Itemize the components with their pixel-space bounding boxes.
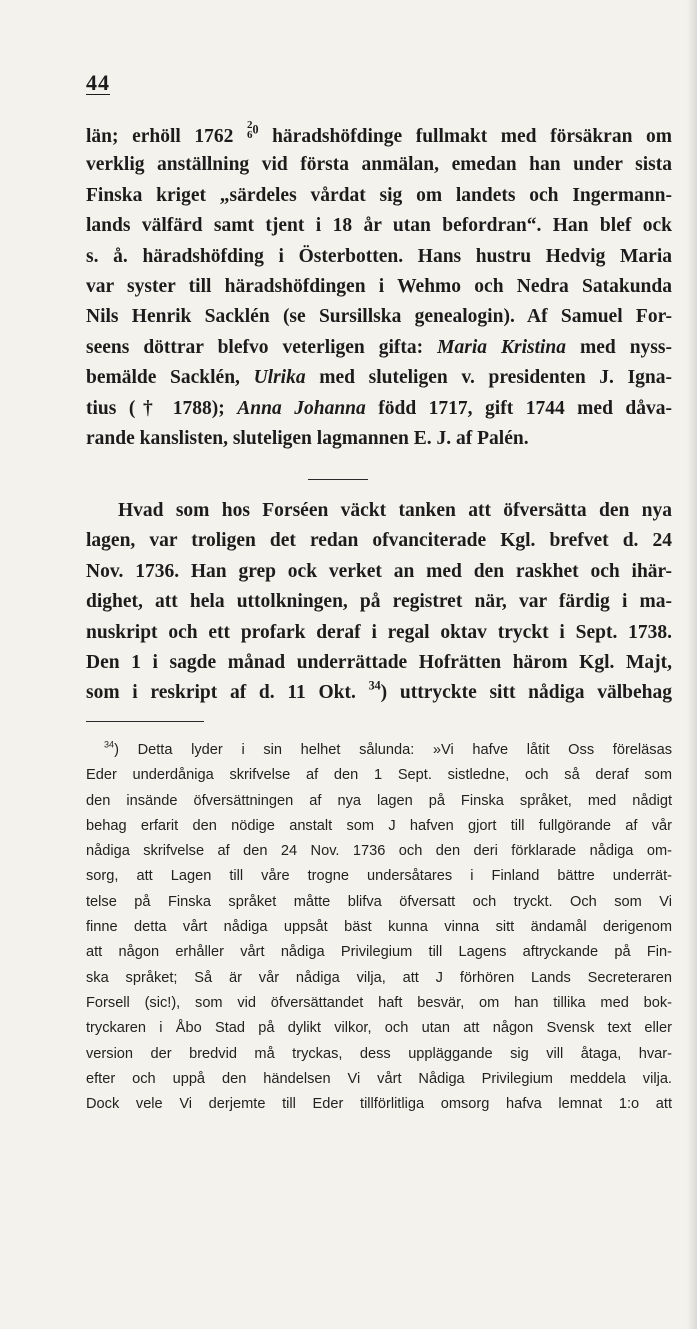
paragraph-2-line-6: Den 1 i sagde månad underrättade Hofrätten härom Kgl. Majt, bbox=[86, 651, 672, 673]
text-segment: med sluteligen v. presidenten J. Igna- bbox=[305, 367, 672, 389]
footnote-divider bbox=[86, 721, 204, 722]
footnote-line-9: att någon erhåller vårt nådiga Privilegium till Lagens aftryckande på Fin- bbox=[86, 944, 672, 961]
footnote-line-14: efter och uppå den händelsen Vi vårt Nådiga Privilegium meddela vilja. bbox=[86, 1070, 672, 1087]
paragraph-2-line-7 bbox=[86, 678, 672, 708]
paragraph-1-line-6: var syster till häradshöfdingen i Wehmo och Nedra Satakunda bbox=[86, 275, 672, 297]
footnote-line-6: sorg, att Lagen till våre trogne undersåtares i Finland bättre underrät- bbox=[86, 868, 672, 885]
footnote-reference: 34 bbox=[368, 678, 381, 693]
text-segment: som i reskript af d. 11 Okt. bbox=[86, 682, 369, 704]
paragraph-1-line-4: lands välfärd samt tjent i 18 år utan befordran“. Han blef ock bbox=[86, 215, 672, 237]
footnote-line-8: finne detta vårt nådiga uppsåt bäst kunna vinna sitt ändamål derigenom bbox=[86, 919, 672, 936]
footnote-marker: 34 bbox=[104, 739, 115, 750]
text-segment: län; erhöll 1762 bbox=[86, 126, 247, 147]
paragraph-2-line-5: nuskript och ett profark deraf i regal oktav tryckt i Sept. 1738. bbox=[86, 621, 672, 643]
footnote-line-10: ska språket; Så är vår nådiga vilja, att J förhören Lands Secreteraren bbox=[86, 969, 672, 986]
italic-name: Ulrika bbox=[253, 367, 306, 389]
paragraph-2-line-4: dighet, att hela uttolkningen, på registret när, var färdig i ma- bbox=[86, 591, 672, 613]
paragraph-1-line-9 bbox=[86, 363, 672, 393]
section-divider bbox=[308, 479, 368, 480]
footnote-line-7: telse på Finska språket måtte blifva öfversatt och tryckt. Och som Vi bbox=[86, 893, 672, 910]
paragraph-1-line-3: Finska kriget „särdeles vårdat sig om landets och Ingermann- bbox=[86, 184, 672, 206]
paragraph-1-line-7: Nils Henrik Sacklén (se Sursillska genealogin). Af Samuel For- bbox=[86, 306, 672, 328]
page-number: 44 bbox=[86, 70, 110, 95]
paragraph-1-line-2: verklig anställning vid första anmälan, emedan han under sista bbox=[86, 154, 672, 176]
footnote-line-1 bbox=[86, 738, 672, 763]
footnote-line-15: Dock vele Vi derjemte till Eder tillförlitliga omsorg hafva lemnat 1:o att bbox=[86, 1096, 672, 1113]
footnote-line-12: tryckaren i Åbo Stad på dylikt vilkor, och utan att någon Svensk text eller bbox=[86, 1020, 672, 1037]
degree-superscript: 0 bbox=[252, 122, 259, 137]
footnote-line-11: Forsell (sic!), som vid öfversättandet haft besvär, om han tillika med bok- bbox=[86, 994, 672, 1011]
text-segment: med nyss- bbox=[566, 336, 672, 358]
paragraph-1-line-1 bbox=[86, 120, 672, 150]
italic-name: Anna Johanna bbox=[237, 397, 366, 419]
text-segment: tius († 1788); bbox=[86, 397, 238, 419]
fraction-numerator: 2 bbox=[246, 119, 253, 131]
paragraph-1-line-10 bbox=[86, 394, 672, 424]
paragraph-2 bbox=[86, 496, 672, 709]
footnote-line-5: nådiga skrifvelse af den 24 Nov. 1736 och den deri förklarade nådiga om- bbox=[86, 843, 672, 860]
italic-name: Maria Kristina bbox=[437, 336, 566, 358]
paragraph-1 bbox=[86, 120, 672, 454]
page-edge-shadow bbox=[687, 0, 697, 1329]
footnote-line-2: Eder underdåniga skrifvelse af den 1 Sept. sistledne, och så deraf som bbox=[86, 767, 672, 784]
text-segment: ) uttryckte sitt nådiga välbehag bbox=[380, 682, 673, 704]
footnote-line-13: version der bredvid må tryckas, dess uppläggande sig vill åtaga, hvar- bbox=[86, 1045, 672, 1062]
paragraph-1-line-5: s. å. häradshöfding i Österbotten. Hans hustru Hedvig Maria bbox=[86, 245, 672, 267]
footnote-line-4: behag erfarit den nödige anstalt som J hafven gjort till fullgörande af vår bbox=[86, 817, 672, 834]
footnote bbox=[86, 738, 672, 1117]
paragraph-2-line-1: Hvad som hos Forséen väckt tanken att öfversätta den nya bbox=[118, 500, 672, 521]
text-segment: häradshöfdinge fullmakt med försäkran om bbox=[258, 126, 672, 147]
text-segment: bemälde Sacklén, bbox=[86, 367, 254, 389]
text-segment: seens döttrar blefvo veterligen gifta: bbox=[86, 336, 438, 358]
fraction-denominator: 6 bbox=[246, 129, 253, 141]
paragraph-2-line-2: lagen, var troligen det redan ofvanciterade Kgl. brefvet d. 24 bbox=[86, 530, 672, 552]
text-segment: ) Detta lyder i sin helhet sålunda: »Vi hafve låtit Oss föreläsas bbox=[114, 742, 672, 758]
footnote-line-3: den insände öfversättningen af nya lagen på Finska språket, med nådigt bbox=[86, 792, 672, 809]
paragraph-1-line-8 bbox=[86, 333, 672, 363]
paragraph-1-line-11: rande kanslisten, sluteligen lagmannen E. J. af Palén. bbox=[86, 427, 529, 449]
paragraph-2-line-3: Nov. 1736. Han grep ock verket an med den raskhet och ihär- bbox=[86, 560, 672, 582]
text-segment: född 1717, gift 1744 med dåva- bbox=[365, 397, 673, 419]
